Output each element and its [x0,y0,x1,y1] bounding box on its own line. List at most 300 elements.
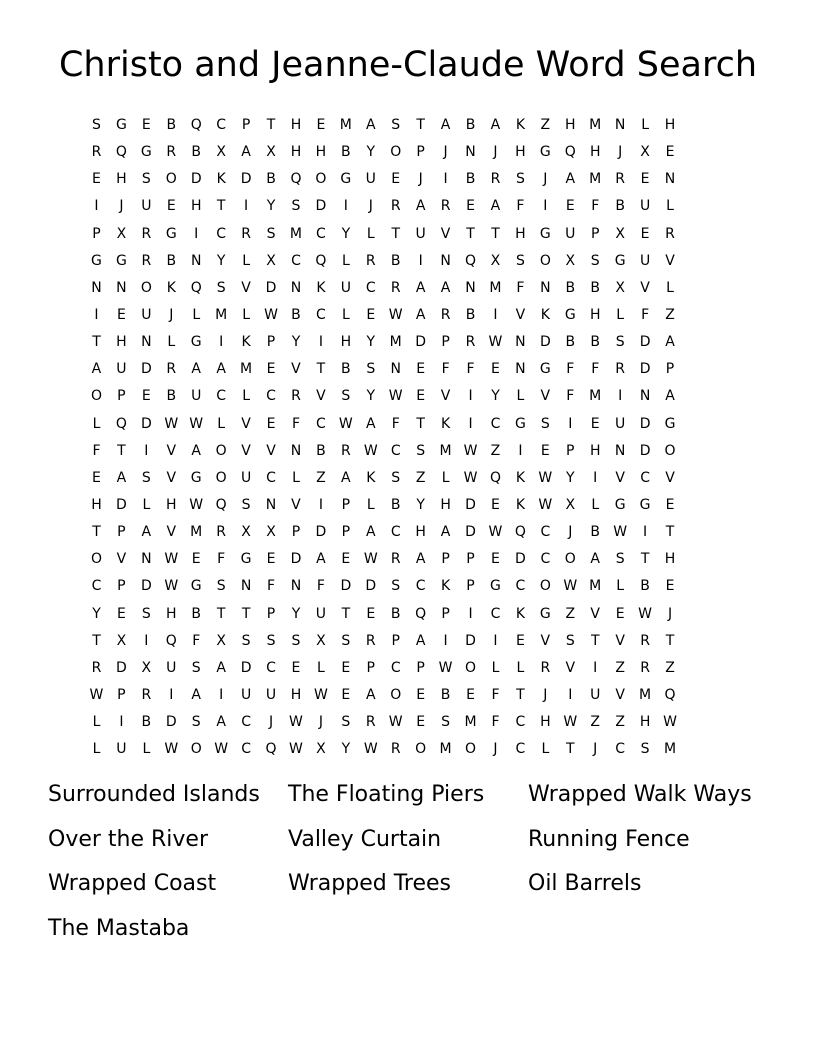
grid-letter: A [365,117,376,133]
grid-letter: G [240,551,252,568]
grid-letter: A [440,524,451,541]
grid-letter: S [266,632,276,649]
grid-letter: W [563,714,578,731]
grid-letter: N [116,279,127,296]
grid-letter: F [217,551,226,568]
grid-letter: F [441,361,450,378]
grid-letter: V [291,496,301,513]
grid-letter: N [614,442,626,459]
grid-letter: A [365,415,376,432]
grid-letter: Z [665,659,675,676]
grid-letter: J [593,741,598,758]
grid-letter: V [615,469,625,486]
grid-letter: Q [165,632,177,649]
grid-letter: O [465,659,477,676]
grid-letter: I [468,605,473,622]
grid-letter: E [266,415,276,432]
grid-letter: Y [92,605,101,622]
grid-letter: N [141,334,152,351]
grid-letter: G [614,496,626,513]
grid-letter: P [441,334,450,351]
grid-letter: W [538,496,553,513]
grid-letter: P [266,334,276,351]
grid-letter: C [241,741,251,758]
grid-letter: C [490,415,501,432]
grid-row [84,221,732,248]
grid-letter: K [216,171,226,188]
grid-letter: I [618,388,623,405]
grid-letter: L [616,306,625,323]
grid-letter: K [540,306,550,323]
grid-letter: P [341,496,351,513]
word-list-item: Running Fence [528,826,690,852]
grid-letter: C [540,524,551,541]
grid-letter: R [141,252,152,269]
grid-letter: E [665,144,675,161]
grid-letter: M [589,388,602,405]
grid-letter: Z [615,714,625,731]
grid-letter: Y [566,469,575,486]
grid-letter: K [166,279,176,296]
grid-letter: R [166,144,177,161]
grid-letter: L [242,388,250,405]
grid-letter: I [343,198,348,215]
grid-letter: W [164,551,179,568]
grid-letter: X [141,659,152,676]
grid-letter: X [266,144,276,161]
word-list [48,775,768,953]
grid-row [84,465,732,492]
grid-letter: A [415,279,426,296]
grid-letter: B [565,334,576,351]
grid-letter: N [290,442,302,459]
grid-letter: W [363,741,378,758]
grid-letter: X [316,741,326,758]
grid-letter: R [640,659,650,676]
grid-letter: L [167,334,176,351]
grid-letter: V [565,659,576,676]
grid-letter: I [468,388,473,405]
grid-letter: B [390,496,401,513]
grid-row [84,383,732,410]
grid-letter: U [240,686,252,703]
grid-letter: O [564,551,576,568]
grid-letter: J [119,198,124,215]
grid-letter: B [440,686,451,703]
grid-letter: W [363,442,378,459]
grid-letter: F [291,415,300,432]
grid-letter: S [291,198,301,215]
grid-letter: H [565,117,576,133]
grid-letter: N [141,551,152,568]
grid-letter: B [465,171,476,188]
grid-letter: D [265,279,277,296]
grid-letter: J [493,741,498,758]
grid-letter: F [566,361,575,378]
grid-letter: H [290,144,302,161]
grid-letter: P [665,361,675,378]
grid-letter: U [639,252,651,269]
grid-letter: N [91,279,102,296]
grid-row [84,112,732,139]
grid-letter: N [465,144,476,161]
grid-letter: E [116,605,126,622]
grid-letter: O [190,741,202,758]
grid-letter: A [415,198,426,215]
grid-letter: I [593,659,598,676]
grid-letter: K [515,496,525,513]
grid-letter: F [316,578,325,595]
grid-letter: C [540,551,551,568]
grid-letter: Q [489,469,501,486]
grid-letter: D [315,524,327,541]
grid-row [84,492,732,519]
grid-letter: W [388,388,403,405]
grid-letter: C [316,306,326,323]
grid-row [84,628,732,655]
word-list-item: The Mastaba [48,915,190,941]
grid-letter: E [416,686,426,703]
grid-letter: W [164,741,179,758]
grid-letter: S [341,388,351,405]
grid-letter: K [241,334,251,351]
grid-row [84,546,732,573]
grid-letter: Q [190,117,202,133]
grid-letter: D [515,551,526,568]
word-list-item: Wrapped Trees [288,871,452,896]
grid-letter: O [90,388,102,405]
grid-letter: F [267,578,276,595]
grid-letter: G [490,578,501,595]
grid-letter: E [640,171,650,188]
grid-letter: J [418,171,423,188]
grid-letter: V [540,632,551,649]
grid-letter: B [565,279,576,296]
grid-letter: Z [316,469,326,486]
grid-letter: S [515,171,525,188]
grid-row [84,709,732,736]
grid-row [84,438,732,465]
grid-letter: A [316,551,326,568]
grid-letter: I [144,632,149,649]
grid-letter: J [169,306,174,323]
grid-letter: P [117,686,126,703]
grid-letter: J [568,524,573,541]
grid-letter: A [216,714,226,731]
grid-letter: R [390,551,401,568]
grid-letter: Q [514,524,526,541]
grid-letter: I [244,198,249,215]
grid-letter: Q [564,144,576,161]
grid-letter: X [241,524,251,541]
grid-letter: T [516,686,525,703]
grid-letter: U [141,306,152,323]
grid-letter: C [640,469,650,486]
grid-letter: S [266,225,276,242]
grid-letter: S [291,632,301,649]
grid-letter: H [589,306,601,323]
grid-letter: C [216,117,227,133]
grid-letter: R [166,361,177,378]
word-list-item: Surrounded Islands [48,782,260,807]
grid-letter: Y [341,225,351,242]
grid-letter: W [488,334,503,351]
grid-letter: I [194,225,199,242]
grid-letter: S [615,334,625,351]
grid-letter: E [316,117,326,133]
grid-letter: R [465,334,476,351]
grid-letter: P [241,117,251,133]
grid-letter: W [463,442,478,459]
grid-letter: M [589,171,602,188]
grid-letter: R [91,144,102,161]
grid-letter: P [466,551,475,568]
grid-letter: T [92,524,101,541]
grid-letter: F [516,279,525,296]
grid-letter: G [190,334,202,351]
grid-letter: M [190,524,203,541]
grid-letter: H [290,686,302,703]
grid-row [84,275,732,302]
grid-letter: J [493,144,498,161]
grid-letter: T [466,225,475,242]
grid-letter: X [216,632,226,649]
grid-letter: Q [190,279,202,296]
grid-letter: H [166,605,177,622]
grid-letter: E [341,686,351,703]
grid-letter: Y [291,605,301,622]
grid-letter: A [191,442,201,459]
grid-row [84,248,732,275]
grid-letter: S [241,496,251,513]
grid-letter: P [391,632,400,649]
grid-letter: O [165,171,177,188]
grid-letter: H [589,442,601,459]
grid-letter: D [290,551,302,568]
grid-letter: F [591,198,600,215]
grid-letter: B [166,117,177,133]
grid-letter: X [116,225,127,242]
grid-letter: T [590,632,600,649]
grid-letter: O [215,442,227,459]
grid-letter: I [518,442,523,459]
grid-letter: D [465,496,476,513]
grid-letter: Q [265,741,277,758]
grid-letter: E [341,659,351,676]
grid-letter: X [116,632,127,649]
grid-letter: H [315,144,327,161]
word-list-item: Oil Barrels [528,871,642,896]
grid-row [84,302,732,329]
grid-letter: D [315,198,327,215]
grid-letter: M [215,306,228,323]
grid-letter: V [540,388,551,405]
grid-row [84,356,732,383]
grid-letter: R [365,252,376,269]
grid-letter: M [489,279,502,296]
grid-letter: G [91,252,102,269]
grid-letter: V [166,524,177,541]
grid-letter: P [117,578,126,595]
grid-letter: G [664,415,676,432]
grid-letter: D [639,334,651,351]
grid-letter: R [390,198,401,215]
grid-letter: I [318,496,323,513]
grid-letter: D [539,334,551,351]
grid-letter: C [365,279,376,296]
grid-letter: H [639,714,651,731]
grid-letter: N [290,578,302,595]
grid-letter: L [292,469,300,486]
grid-letter: K [515,117,525,133]
grid-letter: P [117,524,126,541]
grid-letter: B [390,605,401,622]
grid-letter: C [390,442,401,459]
grid-letter: S [640,741,650,758]
grid-letter: S [92,117,101,133]
grid-letter: N [240,578,252,595]
grid-letter: M [389,334,402,351]
grid-letter: U [166,659,177,676]
grid-letter: N [515,334,526,351]
grid-letter: B [640,578,650,595]
grid-letter: F [491,686,500,703]
grid-letter: H [664,117,676,133]
grid-letter: D [140,415,152,432]
grid-letter: V [266,442,276,459]
grid-letter: D [365,578,377,595]
grid-letter: H [515,144,526,161]
grid-letter: E [416,361,426,378]
grid-letter: V [615,632,625,649]
grid-letter: W [338,415,353,432]
grid-letter: F [641,306,650,323]
grid-letter: F [591,361,600,378]
grid-letter: E [466,198,475,215]
grid-letter: H [190,198,202,215]
grid-letter: S [565,632,575,649]
grid-letter: C [515,714,526,731]
grid-letter: D [340,578,352,595]
grid-letter: H [540,714,551,731]
grid-letter: W [438,659,453,676]
grid-letter: D [639,442,651,459]
grid-letter: A [415,306,426,323]
grid-letter: B [390,252,401,269]
grid-letter: B [341,361,351,378]
grid-letter: I [219,686,224,703]
grid-letter: M [439,442,452,459]
grid-letter: E [416,714,426,731]
grid-letter: H [589,144,601,161]
grid-letter: E [665,496,675,513]
grid-letter: W [164,578,179,595]
grid-letter: E [166,198,176,215]
grid-letter: B [191,144,202,161]
grid-letter: E [491,361,500,378]
grid-row [84,139,732,166]
grid-letter: W [363,551,378,568]
grid-letter: U [240,469,252,486]
grid-letter: H [440,496,451,513]
word-list-item: Wrapped Walk Ways [528,782,752,807]
grid-letter: G [514,415,526,432]
grid-letter: C [515,578,526,595]
grid-letter: U [265,686,277,703]
grid-letter: A [216,361,226,378]
grid-letter: A [365,686,376,703]
grid-letter: S [391,117,401,133]
grid-letter: V [640,279,650,296]
grid-letter: H [91,496,102,513]
grid-letter: Q [115,144,127,161]
grid-letter: C [316,415,326,432]
grid-letter: G [564,306,576,323]
grid-letter: I [94,198,99,215]
grid-letter: E [266,361,276,378]
grid-letter: U [615,415,626,432]
grid-letter: G [190,578,202,595]
grid-letter: X [316,632,326,649]
grid-letter: G [165,225,177,242]
grid-letter: M [589,578,602,595]
grid-letter: T [341,605,351,622]
grid-letter: G [539,361,551,378]
grid-letter: G [539,605,551,622]
grid-letter: I [643,524,648,541]
grid-letter: I [443,632,448,649]
grid-letter: S [391,469,401,486]
grid-letter: L [641,117,649,133]
grid-letter: N [465,279,476,296]
grid-letter: J [268,714,274,731]
grid-letter: V [166,442,177,459]
grid-letter: M [439,741,452,758]
grid-letter: Q [215,496,227,513]
grid-letter: T [391,225,400,242]
grid-letter: L [341,306,350,323]
grid-letter: T [216,198,226,215]
grid-letter: I [418,252,423,269]
grid-letter: G [140,144,152,161]
grid-letter: M [240,361,253,378]
grid-letter: S [416,442,426,459]
grid-letter: U [340,279,351,296]
grid-letter: T [117,442,126,459]
grid-letter: C [266,388,276,405]
grid-letter: A [365,524,376,541]
grid-letter: P [566,442,575,459]
grid-row [84,601,732,628]
grid-letter: P [341,524,351,541]
grid-letter: U [141,198,152,215]
grid-letter: B [316,442,326,459]
grid-letter: I [443,171,448,188]
grid-letter: R [241,225,251,242]
grid-letter: R [365,714,376,731]
grid-letter: X [565,252,576,269]
grid-letter: E [141,117,151,133]
grid-letter: Y [366,334,376,351]
grid-letter: Y [341,741,351,758]
grid-letter: T [665,524,675,541]
grid-letter: S [366,361,376,378]
grid-letter: E [266,551,276,568]
grid-letter: L [366,225,375,242]
grid-letter: V [116,551,127,568]
grid-letter: L [92,714,101,731]
word-list-item: Over the River [48,826,209,852]
